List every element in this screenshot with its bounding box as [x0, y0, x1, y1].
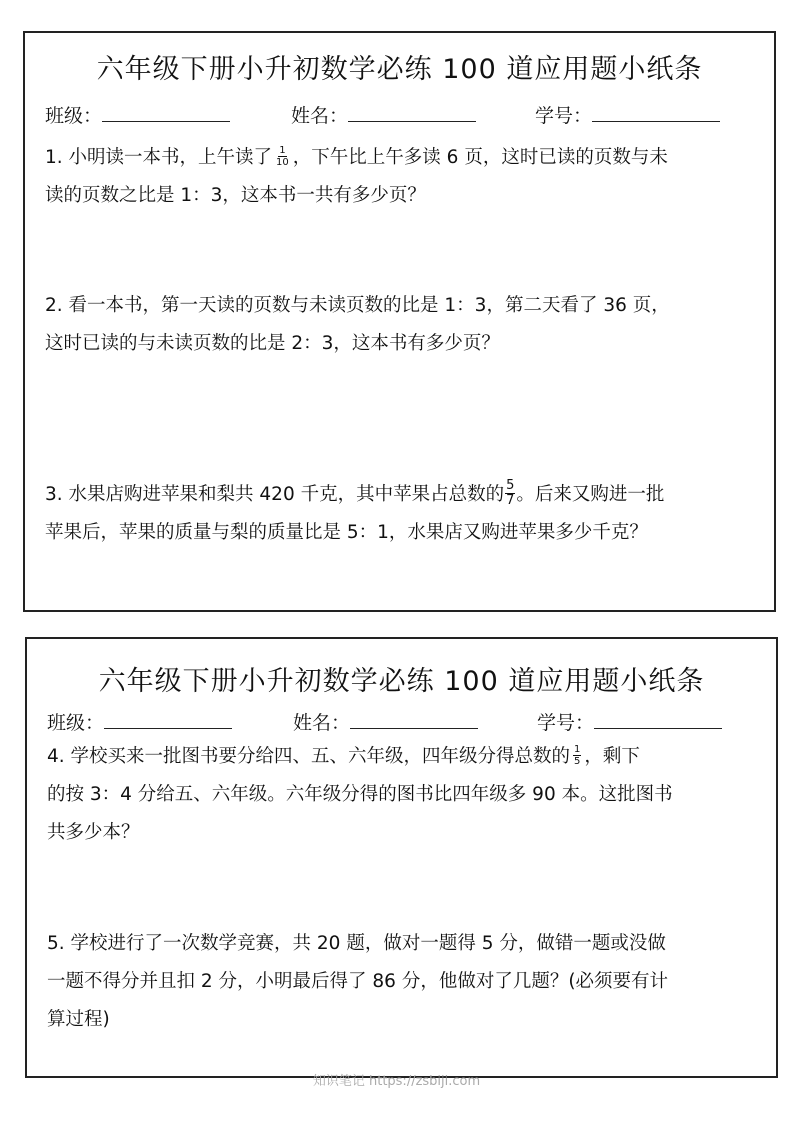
question-line: 共多少本？ [47, 822, 140, 843]
class-label: 班级： [47, 712, 105, 734]
class-field [47, 708, 232, 735]
question-line: 的按 3：4 分给五、六年级。六年级分得的图书比四年级多 90 本。这批图书 [47, 784, 673, 805]
class-field [45, 101, 230, 128]
fraction-numerator: 5 [506, 477, 515, 493]
fraction-denominator: 10 [276, 156, 289, 168]
question-line [45, 139, 756, 177]
worksheet-card-1 [23, 31, 776, 612]
fraction-denominator: 7 [506, 492, 515, 508]
question-2 [45, 287, 756, 363]
student-id-label: 学号： [535, 105, 593, 127]
fraction-numerator: 1 [279, 144, 286, 156]
question-text: 4. 学校买来一批图书要分给四、五、六年级，四年级分得总数的 [47, 746, 571, 767]
fraction-denominator: 5 [574, 755, 581, 767]
name-blank[interactable] [350, 710, 478, 729]
question-line: 算过程) [47, 1009, 110, 1030]
question-3 [45, 476, 756, 552]
card-title: 六年级下册小升初数学必练 100 道应用题小纸条 [96, 54, 703, 85]
class-label: 班级： [45, 105, 103, 127]
question-line: 苹果后，苹果的质量与梨的质量比是 5：1，水果店又购进苹果多少千克？ [45, 522, 648, 543]
question-line: 一题不得分并且扣 2 分，小明最后得了 86 分，他做对了几题？(必须要有计 [47, 971, 669, 992]
class-blank[interactable] [104, 710, 232, 729]
student-info-row [47, 708, 756, 734]
fraction [505, 479, 515, 508]
question-line: 这时已读的与未读页数的比是 2：3，这本书有多少页？ [45, 333, 500, 354]
name-label: 姓名： [291, 105, 349, 127]
question-text: 1. 小明读一本书，上午读了 [45, 147, 273, 168]
fraction [573, 744, 581, 767]
question-text: ，下午比上午多读 6 页，这时已读的页数与未 [292, 147, 668, 168]
student-id-blank[interactable] [592, 103, 720, 122]
student-info-row [45, 101, 754, 127]
name-blank[interactable] [348, 103, 476, 122]
student-id-label: 学号： [537, 712, 595, 734]
question-line: 读的页数之比是 1：3，这本书一共有多少页？ [45, 185, 426, 206]
student-id-field [535, 101, 720, 128]
question-line: 5. 学校进行了一次数学竞赛，共 20 题，做对一题得 5 分，做错一题或没做 [47, 933, 666, 954]
question-text: 。后来又购进一批 [516, 484, 665, 505]
question-1 [45, 139, 756, 215]
question-line [45, 476, 756, 514]
class-blank[interactable] [102, 103, 230, 122]
card-title: 六年级下册小升初数学必练 100 道应用题小纸条 [98, 666, 705, 697]
worksheet-card-2 [25, 637, 778, 1078]
question-line: 2. 看一本书，第一天读的页数与未读页数的比是 1：3，第二天看了 36 页， [45, 295, 670, 316]
question-text: 3. 水果店购进苹果和梨共 420 千克，其中苹果占总数的 [45, 484, 505, 505]
name-field [293, 708, 478, 735]
question-5 [47, 925, 758, 1039]
question-line [47, 738, 758, 776]
fraction [275, 145, 290, 168]
student-id-field [537, 708, 722, 735]
footer-watermark: 知识笔记 https://zsbiji.com [312, 1074, 481, 1089]
question-4 [47, 738, 758, 852]
question-text: ，剩下 [584, 746, 640, 767]
name-field [291, 101, 476, 128]
fraction-numerator: 1 [574, 743, 581, 755]
student-id-blank[interactable] [594, 710, 722, 729]
name-label: 姓名： [293, 712, 351, 734]
